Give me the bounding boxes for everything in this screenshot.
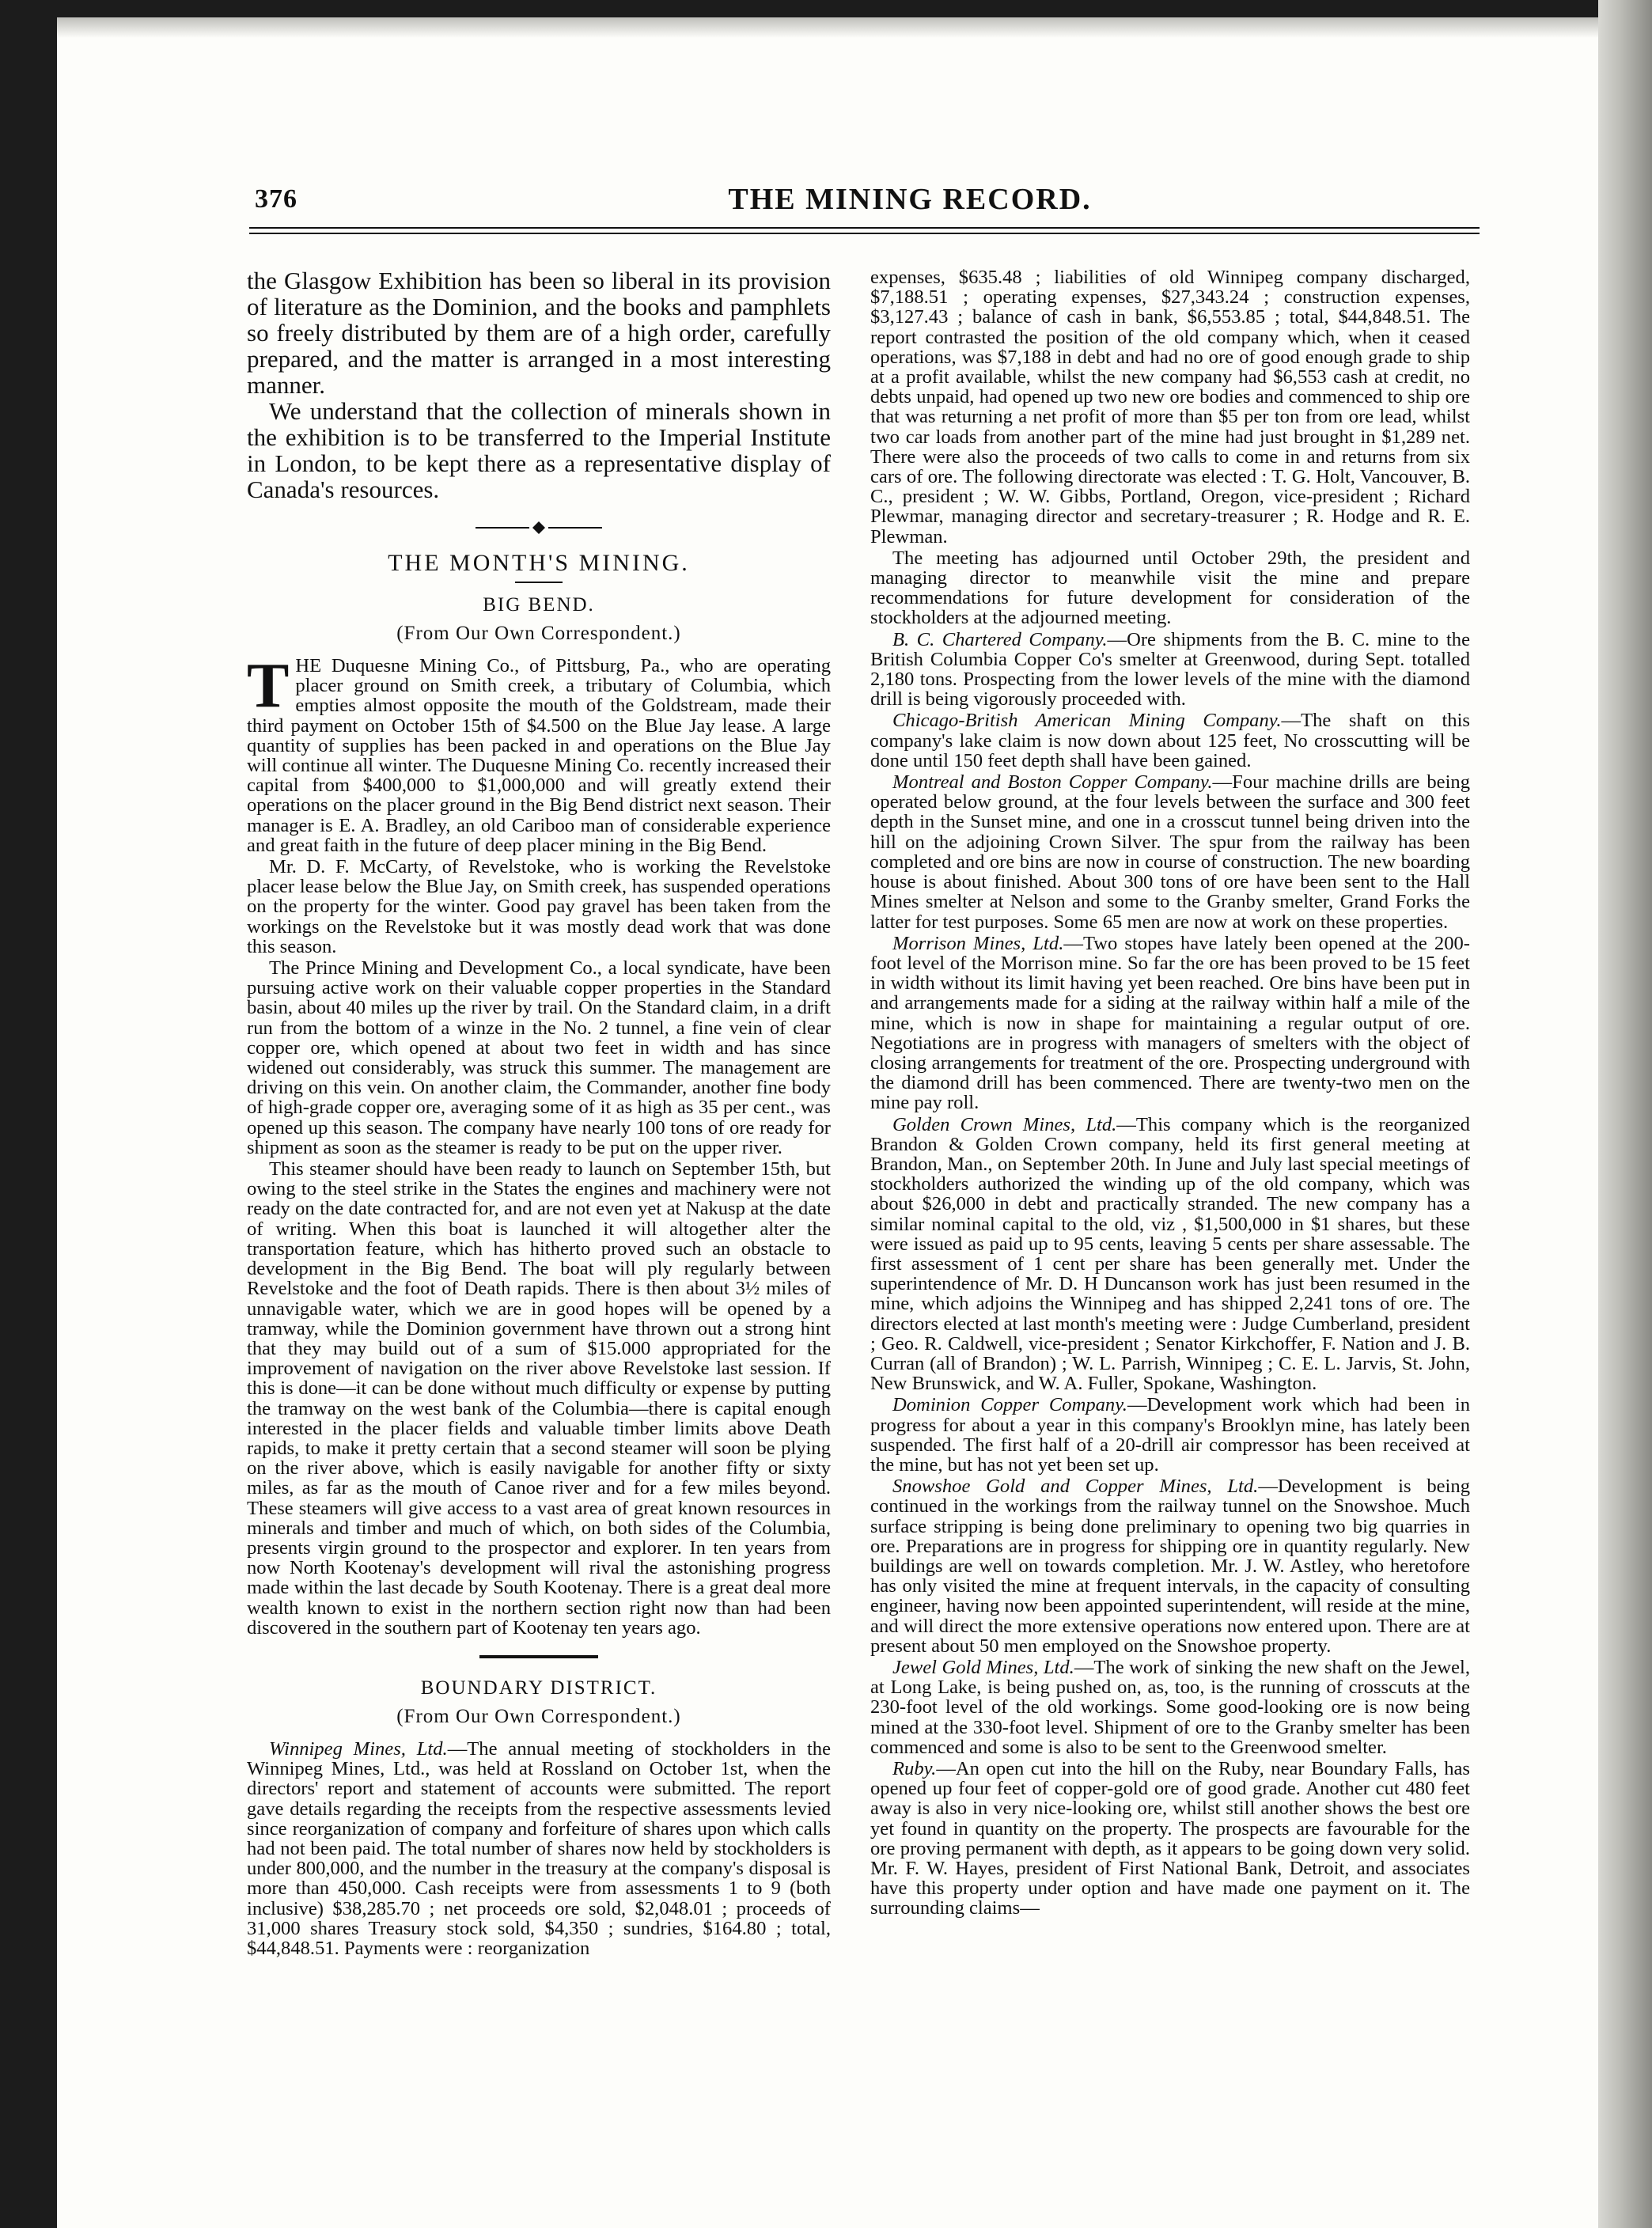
- intro-block: [247, 267, 831, 502]
- article-paragraph: B. C. Chartered Company.—Ore shipments from the B. C. mine to the British Columbia Copper Co's smelter at Greenwood, during Sept. totalled 2,180 tons. Prospecting from the lower levels of the mine with the diamond drill is being vigorously proceeded with.: [870, 628, 1471, 710]
- intro-paragraph: We understand that the collection of minerals shown in the exhibition is to be transferred to the Imperial Institute in London, to be kept there as a representative display of Canada's resources.: [247, 397, 831, 503]
- subsection-heading-big-bend: BIG BEND.: [483, 594, 595, 616]
- ornament-divider-icon: [476, 520, 602, 536]
- right-column: [870, 267, 1470, 1919]
- byline: (From Our Own Correspondent.): [396, 623, 681, 644]
- page-number: 376: [255, 184, 297, 214]
- article-paragraph: Mr. D. F. McCarty, of Revelstoke, who is working the Revelstoke placer lease below the Blue Jay, on Smith creek, has suspended operations on the property for the winter. Good pay gravel has been taken from the workings on the Revelstoke but it was mostly dead work that was done this season.: [247, 856, 831, 957]
- article-paragraph: This steamer should have been ready to launch on September 15th, but owing to the steel strike in the States the engines and machinery were not ready on the date contracted for, and are not even yet at Nakusp at the date of writing. When this boat is launched it will altogether alter the transportation feature, which has hitherto proved such an obstacle to development in the Big Bend. The boat will ply regularly between Revelstoke and the foot of Death rapids. There is then about 3½ miles of unnavigable water, which we are in good hopes will be opened by a tramway, while the Dominion government have thrown out a strong hint that they may build out of a sum of $15.000 appropriated for the improvement of navigation on the river above Revelstoke last session. If this is done—it can be done without much difficulty or expense by putting the tramway on the west bank of the Columbia—there is capital enough interested in the placer fields and valuable timber limits above Death rapids, to make it pretty certain that a second steamer will soon be plying on the river above, which is easily navigable for another fifty or sixty miles, as far as the mouth of Canoe river and for a few miles beyond. These steamers will give access to a vast area of great known resources in minerals and timber and much of which, on both sides of the Columbia, presents virgin ground to the prospector and explorer. In ten years from now North Kootenay's development will rival the astonishing progress made within the last decade by South Kootenay. There is a great deal more wealth known to exist in the northern section right now than had been discovered in the southern part of Kootenay ten years ago.: [247, 1158, 831, 1639]
- section-title: THE MONTH'S MINING.: [388, 550, 690, 576]
- article-paragraph: THE Duquesne Mining Co., of Pittsburg, Pa., who are operating placer ground on Smith creek, a tributary of Columbia, which empties almost opposite the mouth of the Goldstream, made their third payment on October 15th of $4.500 on the Blue Jay lease. A large quantity of supplies has been packed in and operations on the Blue Jay will continue all winter. The Duquesne Mining Co. recently increased their capital from $400,000 to $1,000,000 and will greatly extend their operations on the placer ground in the Big Bend district next season. Their manager is E. A. Bradley, an old Cariboo man of considerable experience and great faith in the future of deep placer mining in the Big Bend.: [247, 651, 831, 856]
- article-paragraph: expenses, $635.48 ; liabilities of old Winnipeg company discharged, $7,188.51 ; operating expenses, $27,343.24 ; construction expenses, $3,127.43 ; balance of cash in bank, $6,553.85 ; total, $44,848.51. The report contrasted the position of the old company which, when it ceased operations, was $7,188 in debt and had no ore of good enough grade to ship at a profit available, whilst the new company had $6,553 cash at credit, no debts unpaid, had opened up two new ore bodies and commenced to ship ore that was returning a net profit of more than $5 per ton from ore lead, whilst two car loads from another part of the mine had just brought in $1,289 net. There were also the proceeds of two calls to come in and returns from six cars of ore. The following directorate was elected : T. G. Holt, Vancouver, B. C., president ; W. W. Gibbs, Portland, Oregon, vice-president ; Richard Plewmar, managing director and secretary-treasurer ; R. Hodge and R. E. Plewman.: [870, 267, 1470, 548]
- header-rule-top: [249, 227, 1480, 229]
- intro-paragraph: the Glasgow Exhibition has been so liberal in its provision of literature as the Dominion, and the books and pamphlets so freely distributed by them are of a high order, carefully prepared, and the matter is arranged in a most interesting manner.: [247, 267, 831, 399]
- item-title: Golden Crown Mines, Ltd.: [892, 1113, 1117, 1135]
- section-title-rule: [515, 582, 563, 583]
- item-title: Ruby.: [892, 1758, 937, 1780]
- article-paragraph: The Prince Mining and Development Co., a local syndicate, have been pursuing active work on their valuable copper properties in the Standard basin, about 40 miles up the river by trail. On the Standard claim, in a drift run from the bottom of a winze in the No. 2 tunnel, a fine vein of clear copper ore, which opened at about two feet in width and has since widened out considerably, was struck this summer. The management are driving on this vein. On another claim, the Commander, another fine body of high-grade copper ore, averaging some of it as high as 35 per cent., was opened up this season. The company have nearly 100 tons of ore ready for shipment as soon as the steamer is ready to be put on the upper river.: [247, 957, 831, 1158]
- left-column: [247, 267, 831, 1958]
- article-paragraph: Snowshoe Gold and Copper Mines, Ltd.—Development is being continued in the workings from the railway tunnel on the Snowshoe. Much surface stripping is being done preliminary to opening two big quarries in ore. Preparations are in progress for shipping ore in quantity regularly. New buildings are well on towards completion. Mr. J. W. Astley, who heretofore has only visited the mine at frequent intervals, in the capacity of consulting engineer, having now been appointed superintendent, will reside at the mine, and will direct the more extensive operations now entered upon. There are at present about 50 men employed on the Snowshoe property.: [870, 1476, 1470, 1657]
- article-paragraph: Morrison Mines, Ltd.—Two stopes have lately been opened at the 200-foot level of the Morrison mine. So far the ore has been proved to be 15 feet in width without its limit having yet been reached. Ore bins have been put in and arrangements made for a siding at the railway within half a mile of the mine, which is now in shape for maintaining a regular output of ore. Negotiations are in progress with managers of smelters with the object of closing arrangements for treatment of the ore. Prospecting underground with the diamond drill has been commenced. There are twenty-two men on the mine pay roll.: [870, 932, 1470, 1114]
- article-paragraph: Winnipeg Mines, Ltd.—The annual meeting of stockholders in the Winnipeg Mines, Ltd., was held at Rossland on October 1st, when the directors' report and statement of accounts were submitted. The report gave details regarding the receipts from the respective assessments levied since reorganization of company and forfeiture of shares upon which calls had not been paid. The total number of shares now held by stockholders is under 800,000, and the number in the treasury at the company's disposal is more than 450,000. Cash receipts were from assessments 1 to 9 (both inclusive) $38,285.70 ; net proceeds ore sold, $2,048.01 ; proceeds of 31,000 shares Treasury stock sold, $4,350 ; sundries, $164.80 ; total, $44,848.51. Payments were : reorganization: [247, 1737, 831, 1959]
- item-title: B. C. Chartered Company.: [892, 628, 1108, 650]
- byline: (From Our Own Correspondent.): [396, 1705, 681, 1727]
- boundary-article-continued: [870, 267, 1470, 1919]
- article-paragraph: Ruby.—An open cut into the hill on the Ruby, near Boundary Falls, has opened up four feet of copper-gold ore of good grade. Another cut 480 feet away is also in very nice-looking ore, whilst still another shows the best ore yet found in quantity on the property. The prospects are favourable for the ore proving permanent with depth, as it appears to be going down very solid. Mr. F. W. Hayes, president of First National Bank, Detroit, and associates have this property under option and have made one payment on it. The surrounding claims—: [870, 1758, 1470, 1919]
- item-title: Snowshoe Gold and Copper Mines, Ltd.: [892, 1476, 1259, 1498]
- article-paragraph: Montreal and Boston Copper Company.—Four machine drills are being operated below ground, at the four levels between the surface and 300 feet depth in the Sunset mine, and one in a crosscut tunnel being driven into the hill on the adjoining Crown Silver. The spur from the railway has been completed and ore bins are now in course of construction. The new boarding house is about finished. About 300 tons of ore have been sent to the Hall Mines smelter at Nelson and some to the Granby smelter, Grand Forks the latter for test purposes. Some 65 men are now at work on these properties.: [870, 771, 1470, 933]
- section-separator: [479, 1655, 598, 1658]
- item-title: Winnipeg Mines, Ltd.: [269, 1737, 448, 1760]
- article-paragraph: Chicago-British American Mining Company.—The shaft on this company's lake claim is now down about 125 feet, No crosscutting will be done until 150 feet depth shall have been gained.: [870, 710, 1470, 771]
- article-paragraph: Dominion Copper Company.—Development work which had been in progress for about a year in this company's Brooklyn mine, has lately been suspended. The first half of a 20-drill air compressor has been received at the mine, but has not yet been set up.: [870, 1394, 1471, 1476]
- subsection-heading-boundary: BOUNDARY DISTRICT.: [420, 1677, 657, 1699]
- item-title: Dominion Copper Company.: [892, 1394, 1127, 1416]
- item-title: Chicago-British American Mining Company.: [892, 710, 1282, 732]
- article-paragraph: Golden Crown Mines, Ltd.—This company which is the reorganized Brandon & Golden Crown company, held its first general meeting at Brandon, Man., on September 20th. In June and July last special meetings of stockholders authorized the winding up of the old company, which was about $26,000 in debt and practically stranded. The new company has a similar nominal capital to the old, viz , $1,500,000 in $1 shares, but these were issued as paid up to 95 cents, leaving 5 cents per share assessable. The first assessment of 1 cent per share has been generally met. Under the superintendence of Mr. D. H Duncanson work has just been resumed in the mine, which adjoins the Winnipeg and has shipped 2,241 tons of ore. The directors elected at last month's meeting were : Judge Cumberland, president ; Geo. R. Caldwell, vice-president ; Senator Kirkchoffer, F. Nation and J. B. Curran (all of Brandon) ; W. L. Parrish, Winnipeg ; C. E. L. Jarvis, St. John, New Brunswick, and W. A. Fuller, Spokane, Washington.: [870, 1113, 1470, 1395]
- article-paragraph: The meeting has adjourned until October 29th, the president and managing director to meanwhile visit the mine and prepare recommendations for future development for consideration of the stockholders at the adjourned meeting.: [870, 547, 1470, 629]
- item-title: Montreal and Boston Copper Company.: [892, 771, 1213, 794]
- article-paragraph: Jewel Gold Mines, Ltd.—The work of sinking the new shaft on the Jewel, at Long Lake, is being pushed on, as, too, is the running of crosscuts at the 230-foot level of the old workings. Some good-looking ore is now being mined at the 330-foot level. Shipment of ore to the Granby smelter has been commenced and some is also to be sent to the Greenwood smelter.: [870, 1657, 1470, 1758]
- binding-gutter: [1598, 0, 1652, 2228]
- item-title: Jewel Gold Mines, Ltd.: [892, 1657, 1074, 1679]
- big-bend-article: [247, 651, 831, 1639]
- running-title: THE MINING RECORD.: [728, 183, 1092, 216]
- item-title: Morrison Mines, Ltd.: [892, 932, 1064, 954]
- boundary-article-start: [247, 1739, 831, 1958]
- page-top-shadow: [57, 17, 1630, 38]
- header-rule-bottom: [249, 233, 1480, 234]
- drop-cap: T: [247, 651, 290, 721]
